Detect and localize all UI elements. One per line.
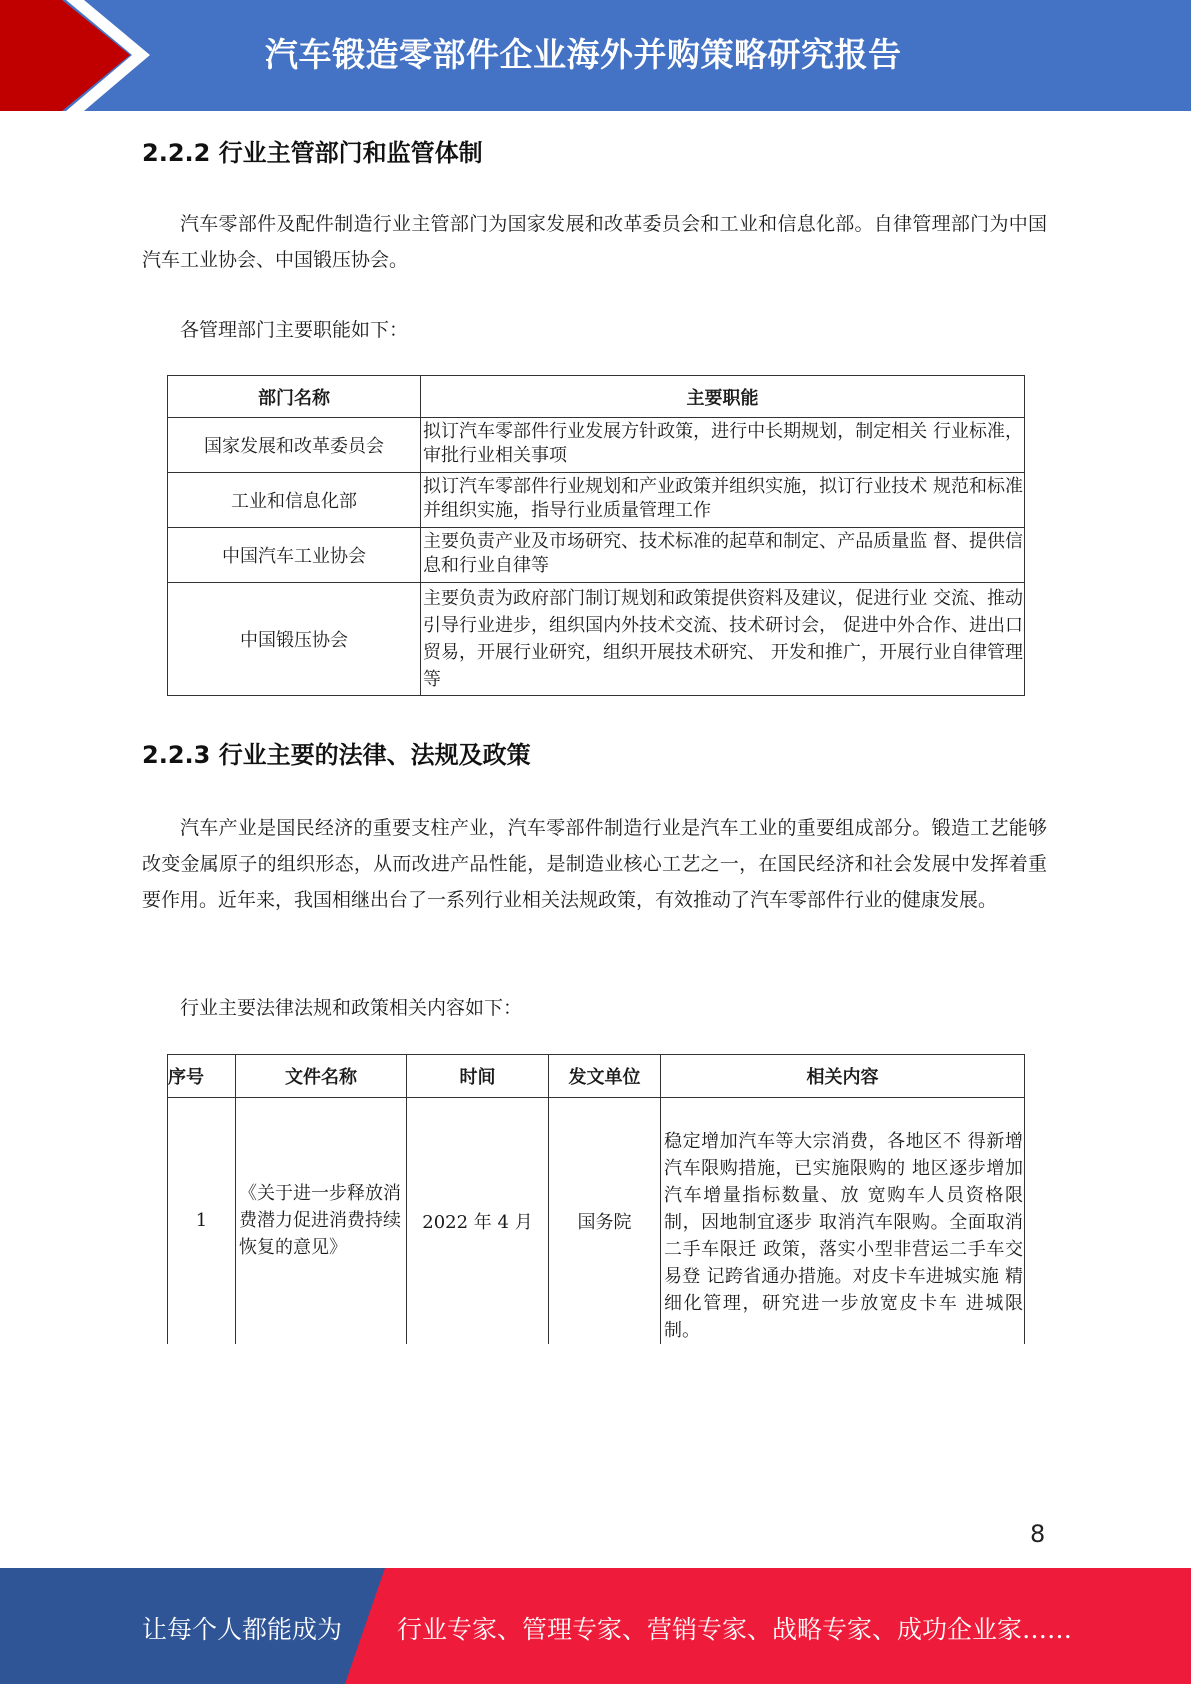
duty-cell (421, 528, 1025, 583)
footer-banner (0, 1568, 1191, 1684)
column-header-dept: 部门名称 (168, 376, 421, 418)
paragraph-policy-background: 汽车产业是国民经济的重要支柱产业，汽车零部件制造行业是汽车工业的重要组成部分。锻造工艺能够改变金属原子的组织形态，从而改进产品性能，是制造业核心工艺之一，在国民经济和社会发展中发挥着重要作用。近年来，我国相继出台了一系列行业相关法规政策，有效推动了汽车零部件行业的健康发展。 (142, 817, 1047, 911)
policy-table (167, 1054, 1025, 1344)
column-header-issuer: 发文单位 (549, 1055, 661, 1098)
column-header-content: 相关内容 (661, 1055, 1025, 1098)
duty-text: 主要负责为政府部门制订规划和政策提供资料及建议，促进行业 交流、推动引导行业进步，组织国内外技术交流、技术研讨会， 促进中外合作、进出口贸易，开展行业研究，组织开展技术研究、 开发和推广，开展行业自律管理等 (423, 588, 1023, 690)
table-row (168, 1098, 1025, 1344)
dept-cell: 国家发展和改革委员会 (168, 418, 421, 473)
report-title: 汽车锻造零部件企业海外并购策略研究报告 (265, 35, 902, 74)
column-header-name: 文件名称 (236, 1055, 407, 1098)
column-header-date: 时间 (407, 1055, 549, 1098)
section-heading-2-2-3: 2.2.3 行业主要的法律、法规及政策 (142, 741, 531, 769)
table-row (168, 473, 1025, 528)
footer-slogan-right: 行业专家、管理专家、营销专家、战略专家、成功企业家…… (397, 1615, 1073, 1644)
page-number: 8 (1030, 1520, 1046, 1548)
header-banner (0, 0, 1191, 111)
dept-cell: 中国汽车工业协会 (168, 528, 421, 583)
duty-cell (421, 418, 1025, 473)
dept-cell: 中国锻压协会 (168, 583, 421, 696)
content-cell: 稳定增加汽车等大宗消费，各地区不 得新增汽车限购措施，已实施限购的 地区逐步增加汽车增量指标数量、放 宽购车人员资格限制，因地制宜逐步 取消汽车限购。全面取消二手车限迁 政策，落实小型非营运二手车交易登 记跨省通办措施。对皮卡车进城实施 精细化管理，研究进一步放宽皮卡车 进城限制。 (661, 1098, 1025, 1344)
duty-cell (421, 583, 1025, 696)
section-heading-2-2-2: 2.2.2 行业主管部门和监管体制 (142, 139, 483, 167)
table-row (168, 418, 1025, 473)
duty-text: 拟订汽车零部件行业规划和产业政策并组织实施，拟订行业技术 规范和标准并组织实施，指导行业质量管理工作 (423, 476, 1023, 521)
paragraph-regulators: 汽车零部件及配件制造行业主管部门为国家发展和改革委员会和工业和信息化部。自律管理部门为中国汽车工业协会、中国锻压协会。 (142, 213, 1047, 271)
column-header-duty: 主要职能 (421, 376, 1025, 418)
issuer: 国务院 (549, 1098, 661, 1344)
table-row (168, 583, 1025, 696)
duty-text: 拟订汽车零部件行业发展方针政策，进行中长期规划，制定相关 行业标准，审批行业相关事项 (423, 421, 1023, 466)
table-row (168, 528, 1025, 583)
issue-date: 2022 年 4 月 (407, 1098, 549, 1344)
paragraph-functions-intro: 各管理部门主要职能如下： (180, 319, 409, 341)
paragraph-laws-intro: 行业主要法律法规和政策相关内容如下： (180, 997, 523, 1019)
duty-cell (421, 473, 1025, 528)
row-number: 1 (168, 1098, 236, 1344)
footer-slogan-left: 让每个人都能成为 (142, 1615, 343, 1644)
table-header-row (168, 376, 1025, 418)
regulators-table (167, 375, 1025, 696)
duty-text: 主要负责产业及市场研究、技术标准的起草和制定、产品质量监 督、提供信息和行业自律等 (423, 531, 1023, 576)
document-name: 《关于进一步释放消费潜力促进消费持续恢复的意见》 (236, 1098, 407, 1344)
dept-cell: 工业和信息化部 (168, 473, 421, 528)
table-header-row (168, 1055, 1025, 1098)
column-header-no: 序号 (168, 1055, 236, 1098)
